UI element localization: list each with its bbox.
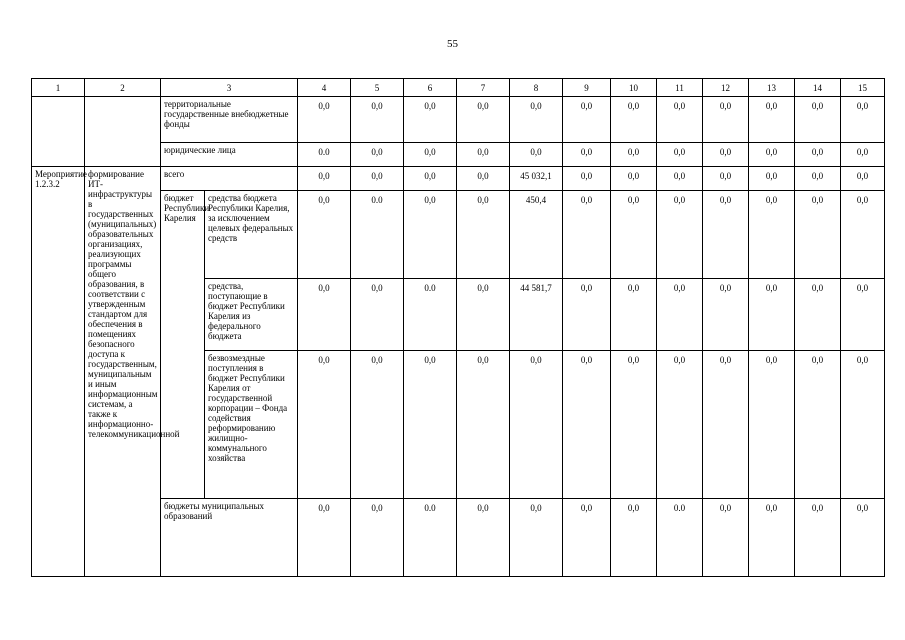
value-cell: 0,0 bbox=[611, 191, 657, 279]
value-cell: 0,0 bbox=[298, 191, 351, 279]
value-cell: 0,0 bbox=[795, 143, 841, 167]
value-cell: 0,0 bbox=[457, 279, 510, 351]
value-cell: 0.0 bbox=[298, 143, 351, 167]
value-cell: 0,0 bbox=[657, 351, 703, 499]
value-cell: 0,0 bbox=[657, 167, 703, 191]
value-cell: 0,0 bbox=[795, 97, 841, 143]
row-label: средства бюджета Республики Карелия, за исключением целевых федеральных средств bbox=[205, 191, 298, 279]
value-cell: 0,0 bbox=[749, 351, 795, 499]
value-cell: 0,0 bbox=[404, 143, 457, 167]
value-cell: 0,0 bbox=[657, 143, 703, 167]
header-cell: 7 bbox=[457, 79, 510, 97]
value-cell: 0,0 bbox=[351, 279, 404, 351]
value-cell: 0,0 bbox=[457, 191, 510, 279]
value-cell: 0,0 bbox=[611, 97, 657, 143]
value-cell: 0,0 bbox=[298, 167, 351, 191]
value-cell: 0,0 bbox=[749, 279, 795, 351]
value-cell: 0,0 bbox=[298, 97, 351, 143]
value-cell: 0,0 bbox=[749, 499, 795, 577]
value-cell: 0,0 bbox=[795, 351, 841, 499]
value-cell: 0,0 bbox=[563, 191, 611, 279]
value-cell: 0,0 bbox=[298, 351, 351, 499]
value-cell: 0,0 bbox=[298, 279, 351, 351]
row-label: безвозмездные поступления в бюджет Республики Карелия от государственной корпорации – Фонда содействия реформированию жилищно-коммунального хозяйства bbox=[205, 351, 298, 499]
value-cell: 0,0 bbox=[563, 351, 611, 499]
value-cell: 0,0 bbox=[749, 167, 795, 191]
value-cell: 0,0 bbox=[749, 143, 795, 167]
value-cell: 0,0 bbox=[795, 167, 841, 191]
value-cell: 0,0 bbox=[351, 167, 404, 191]
value-cell: 0,0 bbox=[404, 191, 457, 279]
value-cell: 0,0 bbox=[351, 499, 404, 577]
value-cell: 0,0 bbox=[563, 143, 611, 167]
measure-description: формирование ИТ-инфраструктуры в государственных (муниципальных) образовательных организациях, реализующих программы общего образования, в соответствии с утвержденным стандартом для обеспечения в помещениях безопасного доступа к государственным, муниципальным и иным информационным системам, а также к информационно-телекоммуникационной bbox=[85, 167, 161, 577]
value-cell: 0,0 bbox=[749, 97, 795, 143]
value-cell: 0,0 bbox=[703, 499, 749, 577]
value-cell: 44 581,7 bbox=[510, 279, 563, 351]
value-cell: 0,0 bbox=[795, 279, 841, 351]
header-row bbox=[32, 79, 885, 97]
table-row bbox=[32, 167, 885, 191]
value-cell: 0.0 bbox=[404, 279, 457, 351]
value-cell: 0,0 bbox=[841, 351, 885, 499]
value-cell: 0,0 bbox=[457, 167, 510, 191]
measure-code: Мероприятие 1.2.3.2 bbox=[32, 167, 85, 577]
value-cell: 0,0 bbox=[351, 97, 404, 143]
value-cell: 0,0 bbox=[703, 167, 749, 191]
value-cell: 0,0 bbox=[404, 351, 457, 499]
header-cell: 5 bbox=[351, 79, 404, 97]
value-cell: 0,0 bbox=[510, 351, 563, 499]
header-cell: 11 bbox=[657, 79, 703, 97]
value-cell: 0.0 bbox=[657, 499, 703, 577]
row-label: средства, поступающие в бюджет Республики Карелия из федерального бюджета bbox=[205, 279, 298, 351]
budget-label: бюджет Республики Карелия bbox=[161, 191, 205, 499]
value-cell: 0,0 bbox=[563, 167, 611, 191]
value-cell: 0,0 bbox=[841, 167, 885, 191]
value-cell: 0,0 bbox=[703, 351, 749, 499]
value-cell: 0,0 bbox=[795, 499, 841, 577]
header-cell: 13 bbox=[749, 79, 795, 97]
header-cell: 9 bbox=[563, 79, 611, 97]
row-label: юридические лица bbox=[161, 143, 298, 167]
value-cell: 0,0 bbox=[841, 97, 885, 143]
empty-cell bbox=[85, 97, 161, 167]
header-cell: 14 bbox=[795, 79, 841, 97]
value-cell: 0,0 bbox=[703, 97, 749, 143]
value-cell: 0,0 bbox=[841, 499, 885, 577]
row-label: всего bbox=[161, 167, 298, 191]
value-cell: 0,0 bbox=[841, 191, 885, 279]
value-cell: 0,0 bbox=[611, 167, 657, 191]
value-cell: 0,0 bbox=[457, 499, 510, 577]
budget-table bbox=[31, 78, 885, 577]
value-cell: 0,0 bbox=[457, 143, 510, 167]
value-cell: 0,0 bbox=[563, 499, 611, 577]
value-cell: 0,0 bbox=[611, 279, 657, 351]
row-label: бюджеты муниципальных образований bbox=[161, 499, 298, 577]
header-cell: 8 bbox=[510, 79, 563, 97]
value-cell: 0,0 bbox=[351, 143, 404, 167]
value-cell: 0,0 bbox=[563, 279, 611, 351]
empty-cell bbox=[32, 97, 85, 167]
value-cell: 0,0 bbox=[611, 499, 657, 577]
value-cell: 0,0 bbox=[457, 97, 510, 143]
value-cell: 0,0 bbox=[457, 351, 510, 499]
value-cell: 0,0 bbox=[611, 351, 657, 499]
page-number: 55 bbox=[447, 38, 458, 50]
header-cell: 4 bbox=[298, 79, 351, 97]
value-cell: 0,0 bbox=[657, 191, 703, 279]
value-cell: 0,0 bbox=[404, 97, 457, 143]
header-cell: 15 bbox=[841, 79, 885, 97]
value-cell: 0,0 bbox=[841, 279, 885, 351]
value-cell: 0,0 bbox=[351, 351, 404, 499]
value-cell: 0,0 bbox=[703, 143, 749, 167]
value-cell: 0,0 bbox=[298, 499, 351, 577]
header-cell: 1 bbox=[32, 79, 85, 97]
row-label: территориальные государственные внебюджетные фонды bbox=[161, 97, 298, 143]
value-cell: 0,0 bbox=[703, 279, 749, 351]
value-cell: 0,0 bbox=[657, 279, 703, 351]
value-cell: 450,4 bbox=[510, 191, 563, 279]
value-cell: 0,0 bbox=[510, 143, 563, 167]
value-cell: 0,0 bbox=[795, 191, 841, 279]
header-cell: 3 bbox=[161, 79, 298, 97]
header-cell: 6 bbox=[404, 79, 457, 97]
value-cell: 0,0 bbox=[404, 167, 457, 191]
value-cell: 0,0 bbox=[657, 97, 703, 143]
table-row bbox=[32, 97, 885, 143]
value-cell: 0,0 bbox=[510, 499, 563, 577]
value-cell: 0,0 bbox=[703, 191, 749, 279]
value-cell: 0.0 bbox=[351, 191, 404, 279]
value-cell: 0,0 bbox=[611, 143, 657, 167]
value-cell: 45 032,1 bbox=[510, 167, 563, 191]
header-cell: 10 bbox=[611, 79, 657, 97]
value-cell: 0,0 bbox=[563, 97, 611, 143]
value-cell: 0,0 bbox=[841, 143, 885, 167]
value-cell: 0.0 bbox=[404, 499, 457, 577]
header-cell: 12 bbox=[703, 79, 749, 97]
header-cell: 2 bbox=[85, 79, 161, 97]
value-cell: 0,0 bbox=[510, 97, 563, 143]
value-cell: 0,0 bbox=[749, 191, 795, 279]
